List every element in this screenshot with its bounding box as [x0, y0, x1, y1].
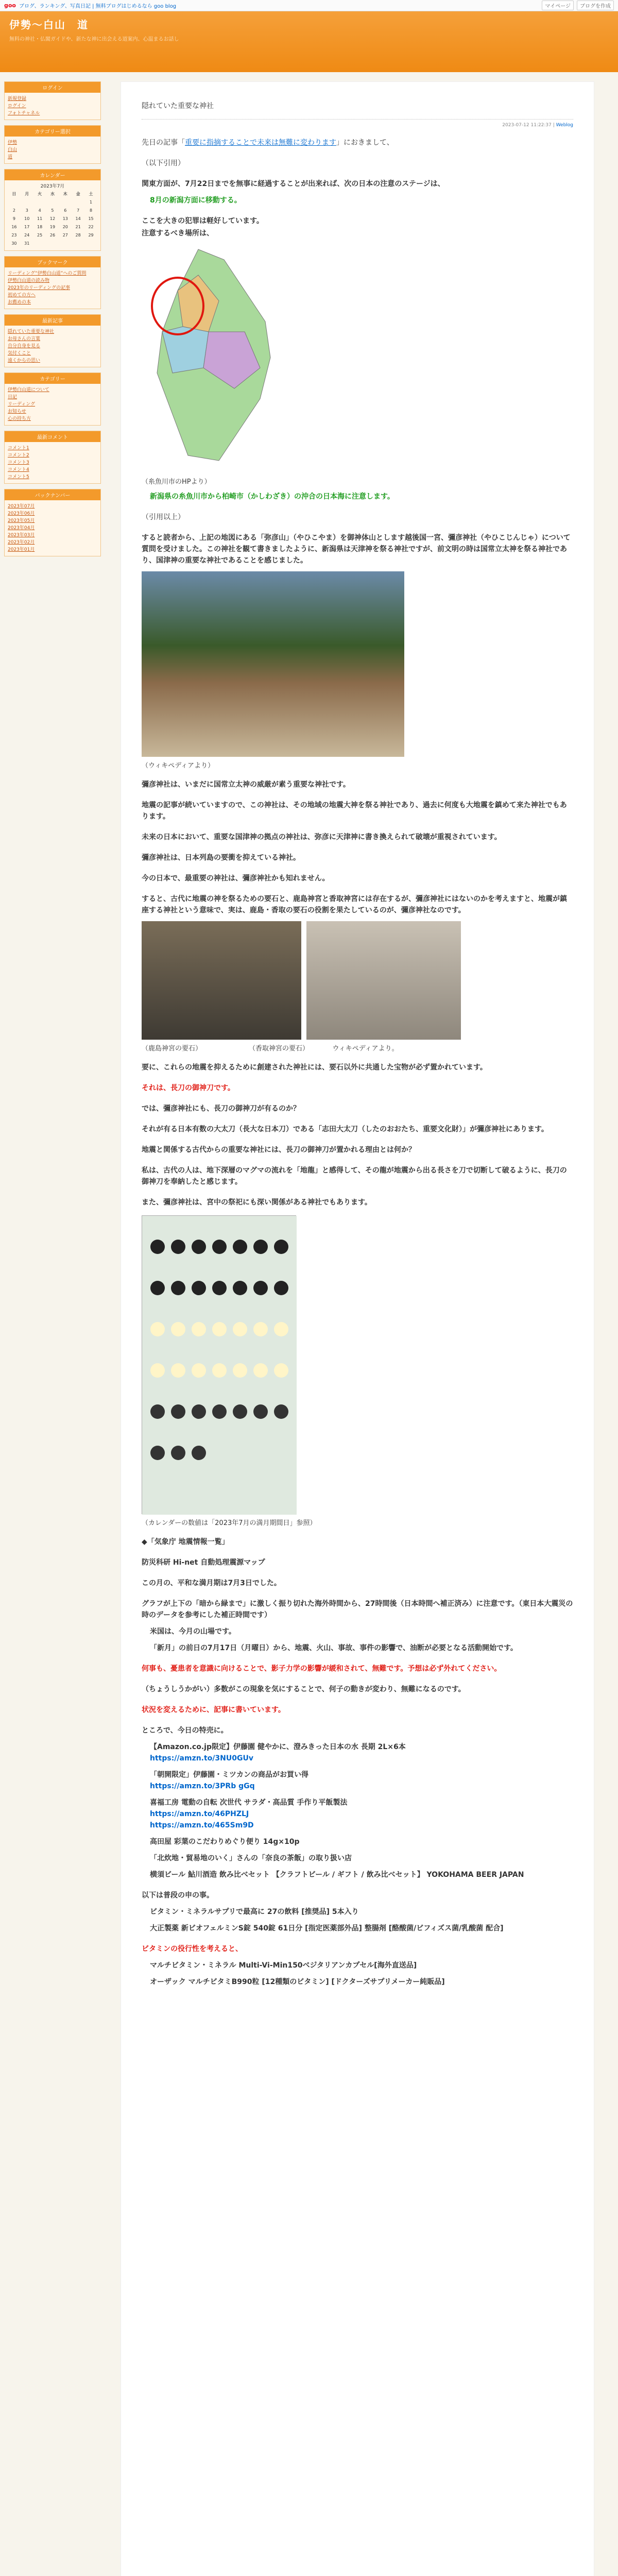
- calendar-date: [59, 198, 72, 207]
- paragraph: （以下引用）: [142, 159, 185, 167]
- post-title[interactable]: 隠れていた重要な神社: [142, 100, 573, 120]
- calendar-date[interactable]: 31: [24, 241, 30, 246]
- sidebar-link[interactable]: 2023年02月: [8, 540, 35, 545]
- sidebar-box-body: [5, 500, 100, 556]
- sidebar-box: [4, 81, 101, 120]
- sidebar-box-title: カテゴリー選択: [5, 126, 100, 137]
- katori-stone-photo: [306, 921, 461, 1040]
- paragraph[interactable]: 防災科研 Hi-net 自動処理震源マップ: [142, 1558, 265, 1567]
- paragraph: 以下は普段の申の事。: [142, 1891, 214, 1900]
- paragraph: 彌彦神社は、いまだに国常立太神の威厳が素う重要な神社です。: [142, 781, 350, 789]
- paragraph: （引用以上）: [142, 513, 185, 521]
- amazon-link[interactable]: https://amzn.to/3PRb gGq: [150, 1782, 255, 1790]
- list-item: 大正製薬 新ビオフェルミンS錠 540錠 61日分 [指定医薬部外品] 整腸剤 [酪酸菌/ビフィズス菌/乳酸菌 配合]: [150, 1924, 504, 1933]
- sidebar-link[interactable]: 2023年04月: [8, 526, 35, 531]
- sidebar-box-title: カレンダー: [5, 170, 100, 180]
- sidebar-link[interactable]: 遠くからの思い: [8, 358, 41, 363]
- calendar-date: [33, 198, 46, 207]
- calendar-date: [8, 198, 21, 207]
- text: 」におきまして、: [336, 139, 394, 147]
- list-item: [142, 1797, 573, 1831]
- calendar-date[interactable]: 9: [12, 216, 15, 221]
- calendar-date[interactable]: 12: [49, 216, 56, 221]
- sidebar-box-title: カテゴリー: [5, 373, 100, 384]
- paragraph: それは、長刀の御神刀です。: [142, 1084, 235, 1092]
- sidebar-link[interactable]: 初めての方へ: [8, 293, 36, 298]
- map-caption: （糸魚川市のHPより）: [142, 478, 211, 486]
- sidebar-link[interactable]: ログイン: [8, 104, 26, 109]
- list-item: オーザック マルチビタミB990粒 [12種類のビタミン] [ドクターズサプリメーカー純販品]: [150, 1978, 445, 1986]
- sidebar-box: [4, 431, 101, 484]
- calendar-date[interactable]: 7: [77, 208, 80, 213]
- mypage-button[interactable]: マイページ: [542, 1, 574, 10]
- list-item: 8月の新潟方面に移動する。: [150, 196, 242, 205]
- calendar-date[interactable]: 2: [12, 208, 15, 213]
- sidebar-link[interactable]: 2023年03月: [8, 533, 35, 538]
- sidebar-link[interactable]: お薦めの本: [8, 300, 31, 305]
- post-meta: 2023-07-12 11:22:37 | Weblog: [502, 123, 573, 128]
- calendar-day-header: 水: [50, 192, 55, 196]
- calendar-date[interactable]: 8: [89, 208, 93, 213]
- top-bar: [0, 0, 618, 11]
- calendar-date: [46, 240, 59, 248]
- calendar-date: [84, 240, 97, 248]
- calendar-date[interactable]: 4: [38, 208, 41, 213]
- calendar-day-header: 火: [38, 192, 42, 196]
- calendar-date[interactable]: 11: [37, 216, 43, 221]
- stones-images: [142, 921, 573, 1040]
- sidebar-box: [4, 314, 101, 367]
- paragraph: すると、古代に地震の神を祭るための要石と、鹿島神宮と香取神宮には存在するが、彌彦神社にはないのかを考えますと、地震が鎮座する神社という意味で、実は、鹿島・香取の要石の役割を果たしているのが、彌彦神社なのです。: [142, 895, 567, 914]
- calendar-date[interactable]: 22: [88, 225, 94, 229]
- paragraph: [142, 137, 573, 148]
- paragraph: では、彌彦神社にも、長刀の御神刀が有るのか？: [142, 1105, 300, 1113]
- calendar-month: 2023年7月: [40, 184, 65, 189]
- paragraph: 要に、これらの地震を抑えるために創建された神社には、要石以外に共通した宝物が必ず置かれています。: [142, 1063, 487, 1072]
- product-text: 喜福工房 電動の自転 次世代 サラダ・高品質 手作り平飯製法: [150, 1799, 348, 1807]
- calendar-date: [72, 240, 84, 248]
- sidebar-link[interactable]: コメント2: [8, 453, 29, 458]
- product-text: 【Amazon.co.jp限定】伊藤園 健やかに、澄みきった日本の水 長期 2L×6本: [150, 1743, 406, 1751]
- calendar-date[interactable]: 20: [62, 225, 68, 229]
- paragraph: 今の日本で、最重要の神社は、彌彦神社かも知れません。: [142, 874, 330, 883]
- paragraph: （ちょうしうかがい）多数がこの現象を気にすることで、何子の動きが変わり、無難になるのです。: [142, 1685, 466, 1693]
- sidebar-link[interactable]: 2023年のリーディングの記事: [8, 285, 71, 291]
- calendar-date[interactable]: 16: [11, 225, 17, 229]
- sidebar-box-title: バックナンバー: [5, 489, 100, 500]
- paragraph: この月の、平和な満月期は7月3日でした。: [142, 1579, 281, 1587]
- main-content: [121, 81, 594, 2576]
- calendar-table: [8, 190, 97, 248]
- paragraph: ビタミンの役行性を考えると、: [142, 1945, 243, 1953]
- list-item: マルチビタミン・ミネラル Multi-Vi-Min150ベジタリアンカプセル[海外直送品]: [150, 1961, 417, 1970]
- paragraph[interactable]: ◆「気象庁 地震情報一覧」: [142, 1538, 229, 1546]
- list-item: 高田屋 彩葉のこだわりめぐり便り 14g×10p: [150, 1838, 300, 1846]
- niigata-map-image: [142, 244, 281, 471]
- calendar-day-header: 土: [89, 192, 93, 196]
- sidebar-link[interactable]: 伊勢: [8, 140, 18, 145]
- calendar-date: [33, 240, 46, 248]
- paragraph: それが有る日本有数の大太刀（長大な日本刀）である「志田大太刀（したのおおたち、重要文化財）」が彌彦神社にあります。: [142, 1125, 548, 1133]
- goo-logo[interactable]: goo: [4, 2, 16, 9]
- stones-caption: （鹿島神宮の要石） （香取神宮の要石） ウィキペディアより。: [142, 1045, 399, 1053]
- amazon-link[interactable]: https://amzn.to/3NU0GUv: [150, 1754, 253, 1762]
- sidebar-box-title: ブックマーク: [5, 257, 100, 267]
- calendar-date[interactable]: 15: [88, 216, 94, 221]
- article-link[interactable]: 重要に指摘することで未来は無難に変わります: [185, 139, 336, 147]
- calendar-date[interactable]: 21: [75, 225, 81, 229]
- sidebar-box-title: 最新コメント: [5, 431, 100, 442]
- calendar-day-header: 金: [76, 192, 80, 196]
- calendar-date: [72, 198, 84, 207]
- calendar-day-header: 月: [25, 192, 29, 196]
- sidebar-link[interactable]: 道: [8, 155, 13, 160]
- sidebar-box-body: [5, 384, 100, 425]
- list-item: [142, 1741, 573, 1764]
- sidebar-link[interactable]: 2023年06月: [8, 511, 35, 516]
- sidebar: [4, 81, 101, 562]
- calendar-date[interactable]: 17: [24, 225, 30, 229]
- list-item: [142, 1769, 573, 1792]
- sidebar-link[interactable]: リーディング: [8, 402, 36, 407]
- moon-calendar-image: [142, 1215, 296, 1514]
- calendar-date: [21, 198, 33, 207]
- sidebar-box: [4, 372, 101, 426]
- paragraph: 関東方面が、7月22日までを無事に経過することが出来れば、次の日本の注意のステージは、: [142, 180, 445, 188]
- sidebar-link[interactable]: フォトチャネル: [8, 111, 40, 116]
- shrine-photo: [142, 571, 404, 757]
- sidebar-link[interactable]: コメント4: [8, 467, 29, 472]
- calendar-date[interactable]: 18: [37, 225, 43, 229]
- sidebar-link[interactable]: 2023年01月: [8, 547, 35, 552]
- paragraph: 地震の記事が続いていますので、この神社は、その地域の地震大神を祭る神社であり、過去に何度も大地震を鎮めて来た神社でもあります。: [142, 801, 567, 821]
- calendar-date[interactable]: 28: [75, 233, 81, 238]
- blog-title[interactable]: 伊勢～白山 道: [9, 19, 89, 31]
- calendar-date[interactable]: 25: [37, 233, 43, 238]
- calendar-date[interactable]: 30: [11, 241, 17, 246]
- calendar-date[interactable]: 6: [64, 208, 67, 213]
- sidebar-link[interactable]: 2023年05月: [8, 518, 35, 523]
- sidebar-link[interactable]: コメント3: [8, 460, 29, 465]
- paragraph: 注意するべき場所は、: [142, 229, 214, 238]
- sidebar-box-body: [5, 180, 100, 250]
- sidebar-box-title: 最新記事: [5, 315, 100, 326]
- sidebar-box-body: [5, 137, 100, 163]
- text: 先日の記事「: [142, 139, 185, 147]
- list-item: 「新月」の前日の7月17日（月曜日）から、地震、火山、事故、事件の影響で、油断が必要となる活動開始です。: [150, 1644, 518, 1652]
- category-link[interactable]: Weblog: [556, 123, 573, 128]
- list-item: 横須ビール 鮎川酒造 飲み比べセット 【クラフトビール / ギフト / 飲み比べセット】 YOKOHAMA BEER JAPAN: [150, 1871, 524, 1879]
- list-item: ビタミン・ミネラルサプリで最高に 27の飲料 [推奨品] 5本入り: [150, 1908, 359, 1916]
- sidebar-box-body: [5, 267, 100, 309]
- sidebar-box-body: [5, 442, 100, 483]
- calendar-date[interactable]: 24: [24, 233, 30, 238]
- post-date: 2023-07-12 11:22:37: [502, 123, 552, 128]
- paragraph: ここを大きの犯罪は軽好しています。: [142, 217, 264, 225]
- sidebar-link[interactable]: 伊勢白山道について: [8, 387, 49, 393]
- sidebar-link[interactable]: お知らせ: [8, 409, 26, 414]
- calendar-date[interactable]: 3: [25, 208, 28, 213]
- calendar-caption: （カレンダーの数値は「2023年7月の満月期間日」参照）: [142, 1519, 317, 1527]
- paragraph: グラフが上下の「暗から緑まで」に激しく振り切れた海外時間から、27時間後（日本時間へ補正済み）に注意です。（東日本大震災の時のデータを参考にした補正時間です）: [142, 1600, 573, 1619]
- paragraph: 何事も、憂患者を意識に向けることで、影子力学の影響が緩和されて、無難です。予想は必ず外れてください。: [142, 1665, 502, 1673]
- blog-header: [0, 11, 618, 72]
- calendar-date[interactable]: 1: [89, 200, 93, 205]
- sidebar-box: [4, 489, 101, 556]
- calendar-date[interactable]: 27: [62, 233, 68, 238]
- calendar-date[interactable]: 23: [11, 233, 17, 238]
- create-blog-button[interactable]: ブログを作成: [577, 1, 614, 10]
- paragraph: 私は、古代の人は、地下深層のマグマの流れを「地龍」と感得して、その龍が地震から出る長さを刀で切断して破るように、長刀の御神刀を奉納したと感じます。: [142, 1166, 567, 1186]
- calendar-date[interactable]: 26: [49, 233, 56, 238]
- sidebar-link[interactable]: 気付くこと: [8, 351, 31, 356]
- amazon-link[interactable]: https://amzn.to/46PHZLJ: [150, 1810, 249, 1818]
- paragraph: ところで、今日の特売に。: [142, 1726, 228, 1735]
- sidebar-link[interactable]: 白山: [8, 147, 18, 152]
- sidebar-link[interactable]: 心の持ち方: [8, 416, 31, 421]
- photo-caption: （ウィキペディアより）: [142, 762, 215, 770]
- blog-description: 無料の神社・仏閣ガイドや、新たな神に出会える道案内、心温まるお話し: [9, 37, 179, 42]
- sidebar-link[interactable]: 日記: [8, 395, 18, 400]
- paragraph: すると読者から、上記の地図にある「弥彦山」（やひこやま）を御神体山とします越後国一宮、彌彦神社（やひこじんじゃ）について質問を受けました。この神社を観て書きましたように、新潟県は天津神を祭る神社ですが、前文明の時は国常立太神を祭る神社であり、国津神の重要な神社であることを感じました。: [142, 534, 571, 565]
- sidebar-link[interactable]: 2023年07月: [8, 504, 35, 509]
- list-item: 新潟県の糸魚川市から柏崎市（かしわざき）の沖合の日本海に注意します。: [150, 493, 394, 501]
- list-item: 米国は、今月の山場です。: [150, 1628, 236, 1636]
- calendar-date[interactable]: 13: [62, 216, 68, 221]
- sidebar-link[interactable]: 新規登録: [8, 96, 27, 101]
- paragraph: 状況を変えるために、記事に書いています。: [142, 1706, 285, 1714]
- sidebar-link[interactable]: お母さんの言葉: [8, 336, 41, 342]
- sidebar-link[interactable]: コメント5: [8, 474, 29, 480]
- calendar-day-header: 木: [63, 192, 67, 196]
- calendar-date[interactable]: 10: [24, 216, 30, 221]
- sidebar-box: [4, 256, 101, 309]
- sidebar-link[interactable]: コメント1: [8, 446, 29, 451]
- calendar-date[interactable]: 29: [88, 233, 94, 238]
- sidebar-link[interactable]: 伊勢白山道の読み物: [8, 278, 50, 283]
- sidebar-link[interactable]: 自分自身を見る: [8, 344, 41, 349]
- calendar-date[interactable]: 14: [75, 216, 81, 221]
- moon-grid: [142, 1216, 297, 1515]
- paragraph: 地震と関係する古代からの重要な神社には、長刀の御神刀が置かれる理由とは何か？: [142, 1146, 416, 1154]
- sidebar-link[interactable]: リーディング“伊勢白山道”へのご質問: [8, 271, 87, 276]
- calendar-date: [59, 240, 72, 248]
- list-item: 「北炊地・貿易地のいく」さんの「奈良の茶飯」の取り扱い店: [150, 1854, 352, 1862]
- paragraph: また、彌彦神社は、宮中の祭祀にも深い関係がある神社でもあります。: [142, 1198, 372, 1207]
- kashima-stone-photo: [142, 921, 301, 1040]
- top-links[interactable]: ブログ、ランキング、写真日記 | 無料ブログはじめるなら goo blog: [19, 4, 177, 9]
- paragraph: 未来の日本において、重要な国津神の拠点の神社は、弥彦に天津神に書き換えられて破壊が重視されています。: [142, 833, 502, 841]
- sidebar-box-body: [5, 326, 100, 367]
- calendar-date[interactable]: 5: [51, 208, 54, 213]
- sidebar-box-title: ログイン: [5, 82, 100, 93]
- calendar-date[interactable]: 19: [49, 225, 56, 229]
- sidebar-link[interactable]: 隠れていた重要な神社: [8, 329, 55, 334]
- paragraph: 彌彦神社は、日本列島の要衝を抑えている神社。: [142, 854, 300, 862]
- sidebar-box: [4, 125, 101, 164]
- product-text: 「朝開限定」伊藤園・ミツカンの商品がお買い得: [150, 1771, 308, 1779]
- amazon-link[interactable]: https://amzn.to/465Sm9D: [150, 1821, 254, 1829]
- calendar-day-header: 日: [12, 192, 16, 196]
- calendar-date: [46, 198, 59, 207]
- sidebar-box: [4, 169, 101, 251]
- sidebar-box-body: [5, 93, 100, 120]
